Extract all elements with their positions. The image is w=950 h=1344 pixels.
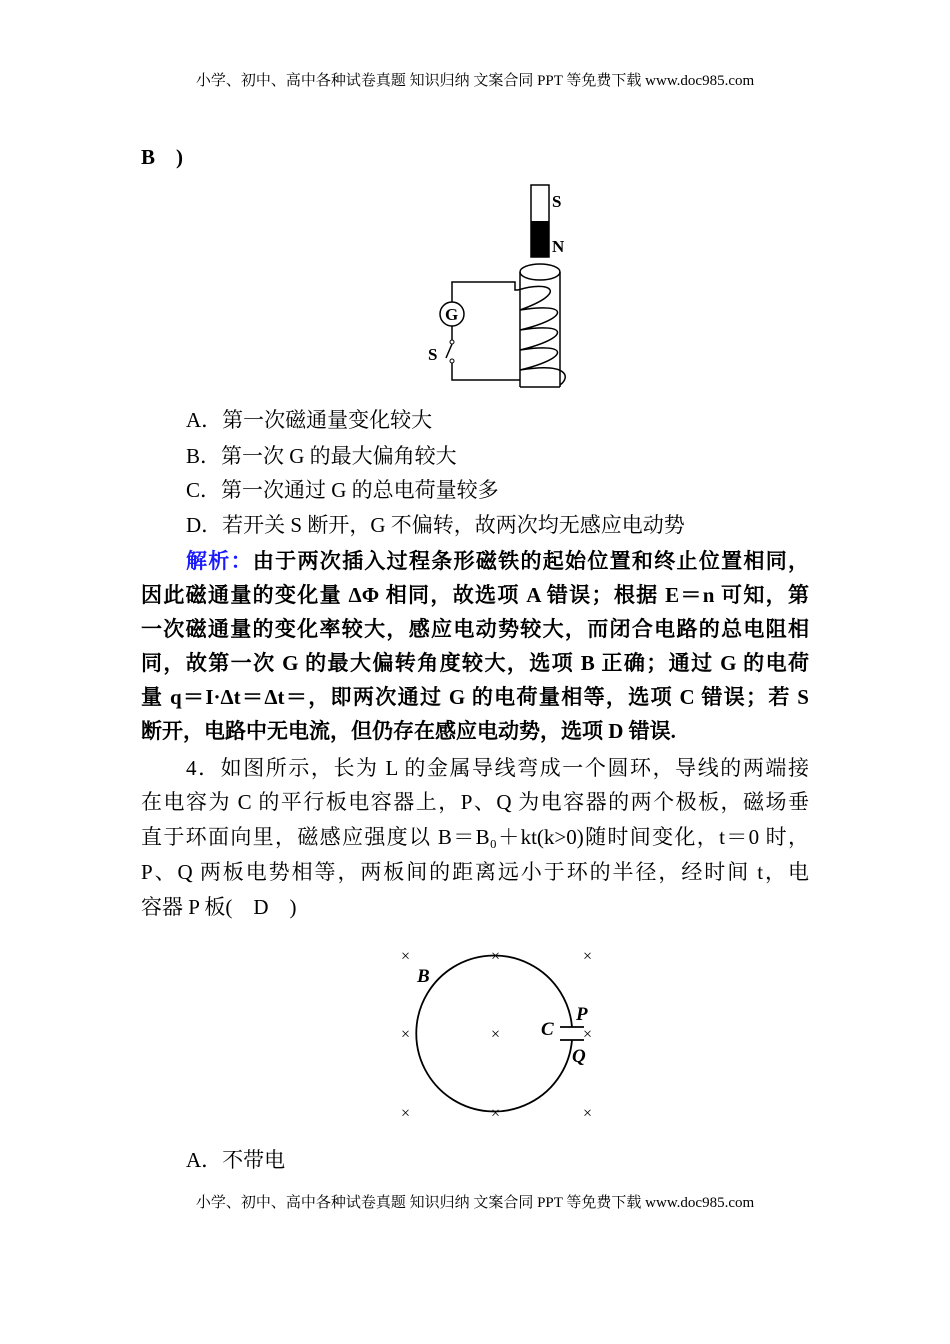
q4-line: 容器 P 板( D ) [141,895,297,919]
analysis-line: 解析：由于两次插入过程条形磁铁的起始位置和终止位置相同， [186,549,809,573]
svg-text:C: C [541,1019,554,1040]
coil-magnet-figure [420,180,580,395]
analysis-line: 同，故第一次 G 的最大偏转角度较大，选项 B 正确；通过 G 的电荷 [141,651,809,675]
svg-text:×: × [583,948,593,965]
q3-answer-tail: B ) [141,145,183,169]
svg-text:×: × [401,948,411,965]
svg-text:×: × [401,1026,411,1043]
svg-text:×: × [583,1026,593,1043]
q3-option-b: B．第一次 G 的最大偏角较大 [186,444,457,468]
svg-text:S: S [428,345,438,364]
page-header: 小学、初中、高中各种试卷真题 知识归纳 文案合同 PPT 等免费下载 www.doc985.com [195,73,755,89]
q4-line: 4．如图所示，长为 L 的金属导线弯成一个圆环，导线的两端接 [186,756,809,780]
svg-text:×: × [491,948,501,965]
analysis-label: 解析： [186,549,253,573]
svg-text:×: × [491,1026,501,1043]
svg-text:×: × [401,1105,411,1122]
svg-text:B: B [417,966,430,987]
q3-option-d: D．若开关 S 断开，G 不偏转，故两次均无感应电动势 [186,513,685,537]
svg-text:×: × [583,1105,593,1122]
analysis-line: 因此磁通量的变化量 ΔΦ 相同，故选项 A 错误；根据 E＝n 可知，第 [141,583,809,607]
analysis-line: 断开，电路中无电流，但仍存在感应电动势，选项 D 错误. [141,719,676,743]
page-footer: 小学、初中、高中各种试卷真题 知识归纳 文案合同 PPT 等免费下载 www.doc985.com [195,1195,755,1211]
svg-text:Q: Q [572,1046,586,1067]
ring-capacitor-figure [395,940,605,1125]
analysis-line: 量 q＝I·Δt＝Δt＝，即两次通过 G 的电荷量相等，选项 C 错误；若 S [141,685,809,709]
svg-text:S: S [552,192,562,211]
q3-option-a: A．第一次磁通量变化较大 [186,408,433,432]
svg-text:G: G [445,305,459,324]
analysis-line: 一次磁通量的变化率较大，感应电动势较大，而闭合电路的总电阻相 [141,617,809,641]
q4-line: 直于环面向里，磁感应强度以 B＝B₀＋kt(k>0)随时间变化，t＝0 时， [141,825,809,849]
q3-option-c: C．第一次通过 G 的总电荷量较多 [186,478,499,502]
q4-option-a: A．不带电 [186,1148,286,1172]
q4-line: P、Q 两板电势相等，两板间的距离远小于环的半径，经时间 t，电 [141,860,809,884]
svg-text:N: N [552,237,565,256]
svg-text:P: P [576,1004,588,1025]
q4-line: 在电容为 C 的平行板电容器上，P、Q 为电容器的两个极板，磁场垂 [141,790,809,814]
svg-text:×: × [491,1105,501,1122]
